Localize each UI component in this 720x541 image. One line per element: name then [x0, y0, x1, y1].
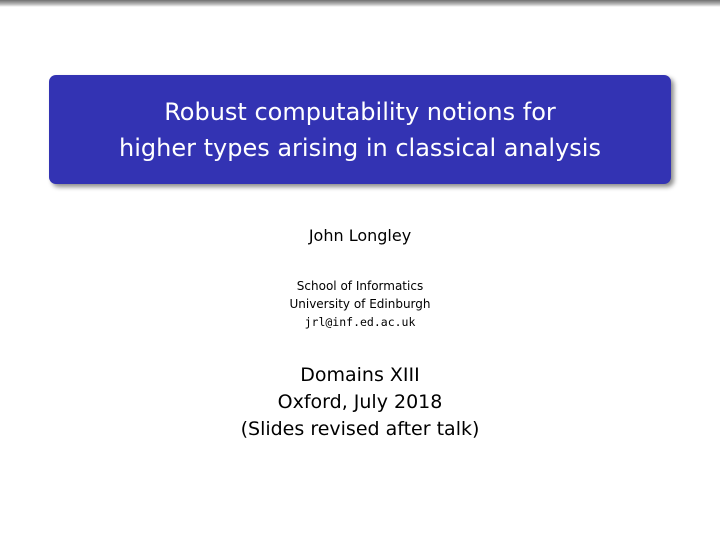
- event-location-date: Oxford, July 2018: [277, 391, 443, 413]
- title-block: [49, 75, 671, 184]
- author-name: John Longley: [308, 226, 412, 245]
- event-block: [0, 362, 720, 443]
- event-name: Domains XIII: [300, 364, 420, 386]
- top-header-bar: [0, 0, 720, 7]
- affiliation-school: School of Informatics: [296, 279, 424, 293]
- title-line-1: Robust computability notions for: [164, 97, 556, 126]
- title-line-2: higher types arising in classical analysis: [119, 133, 601, 162]
- affiliation-university: University of Edinburgh: [289, 297, 431, 311]
- affiliation-block: [0, 277, 720, 331]
- event-note: (Slides revised after talk): [240, 418, 480, 440]
- author-email: jrl@inf.ed.ac.uk: [304, 315, 416, 329]
